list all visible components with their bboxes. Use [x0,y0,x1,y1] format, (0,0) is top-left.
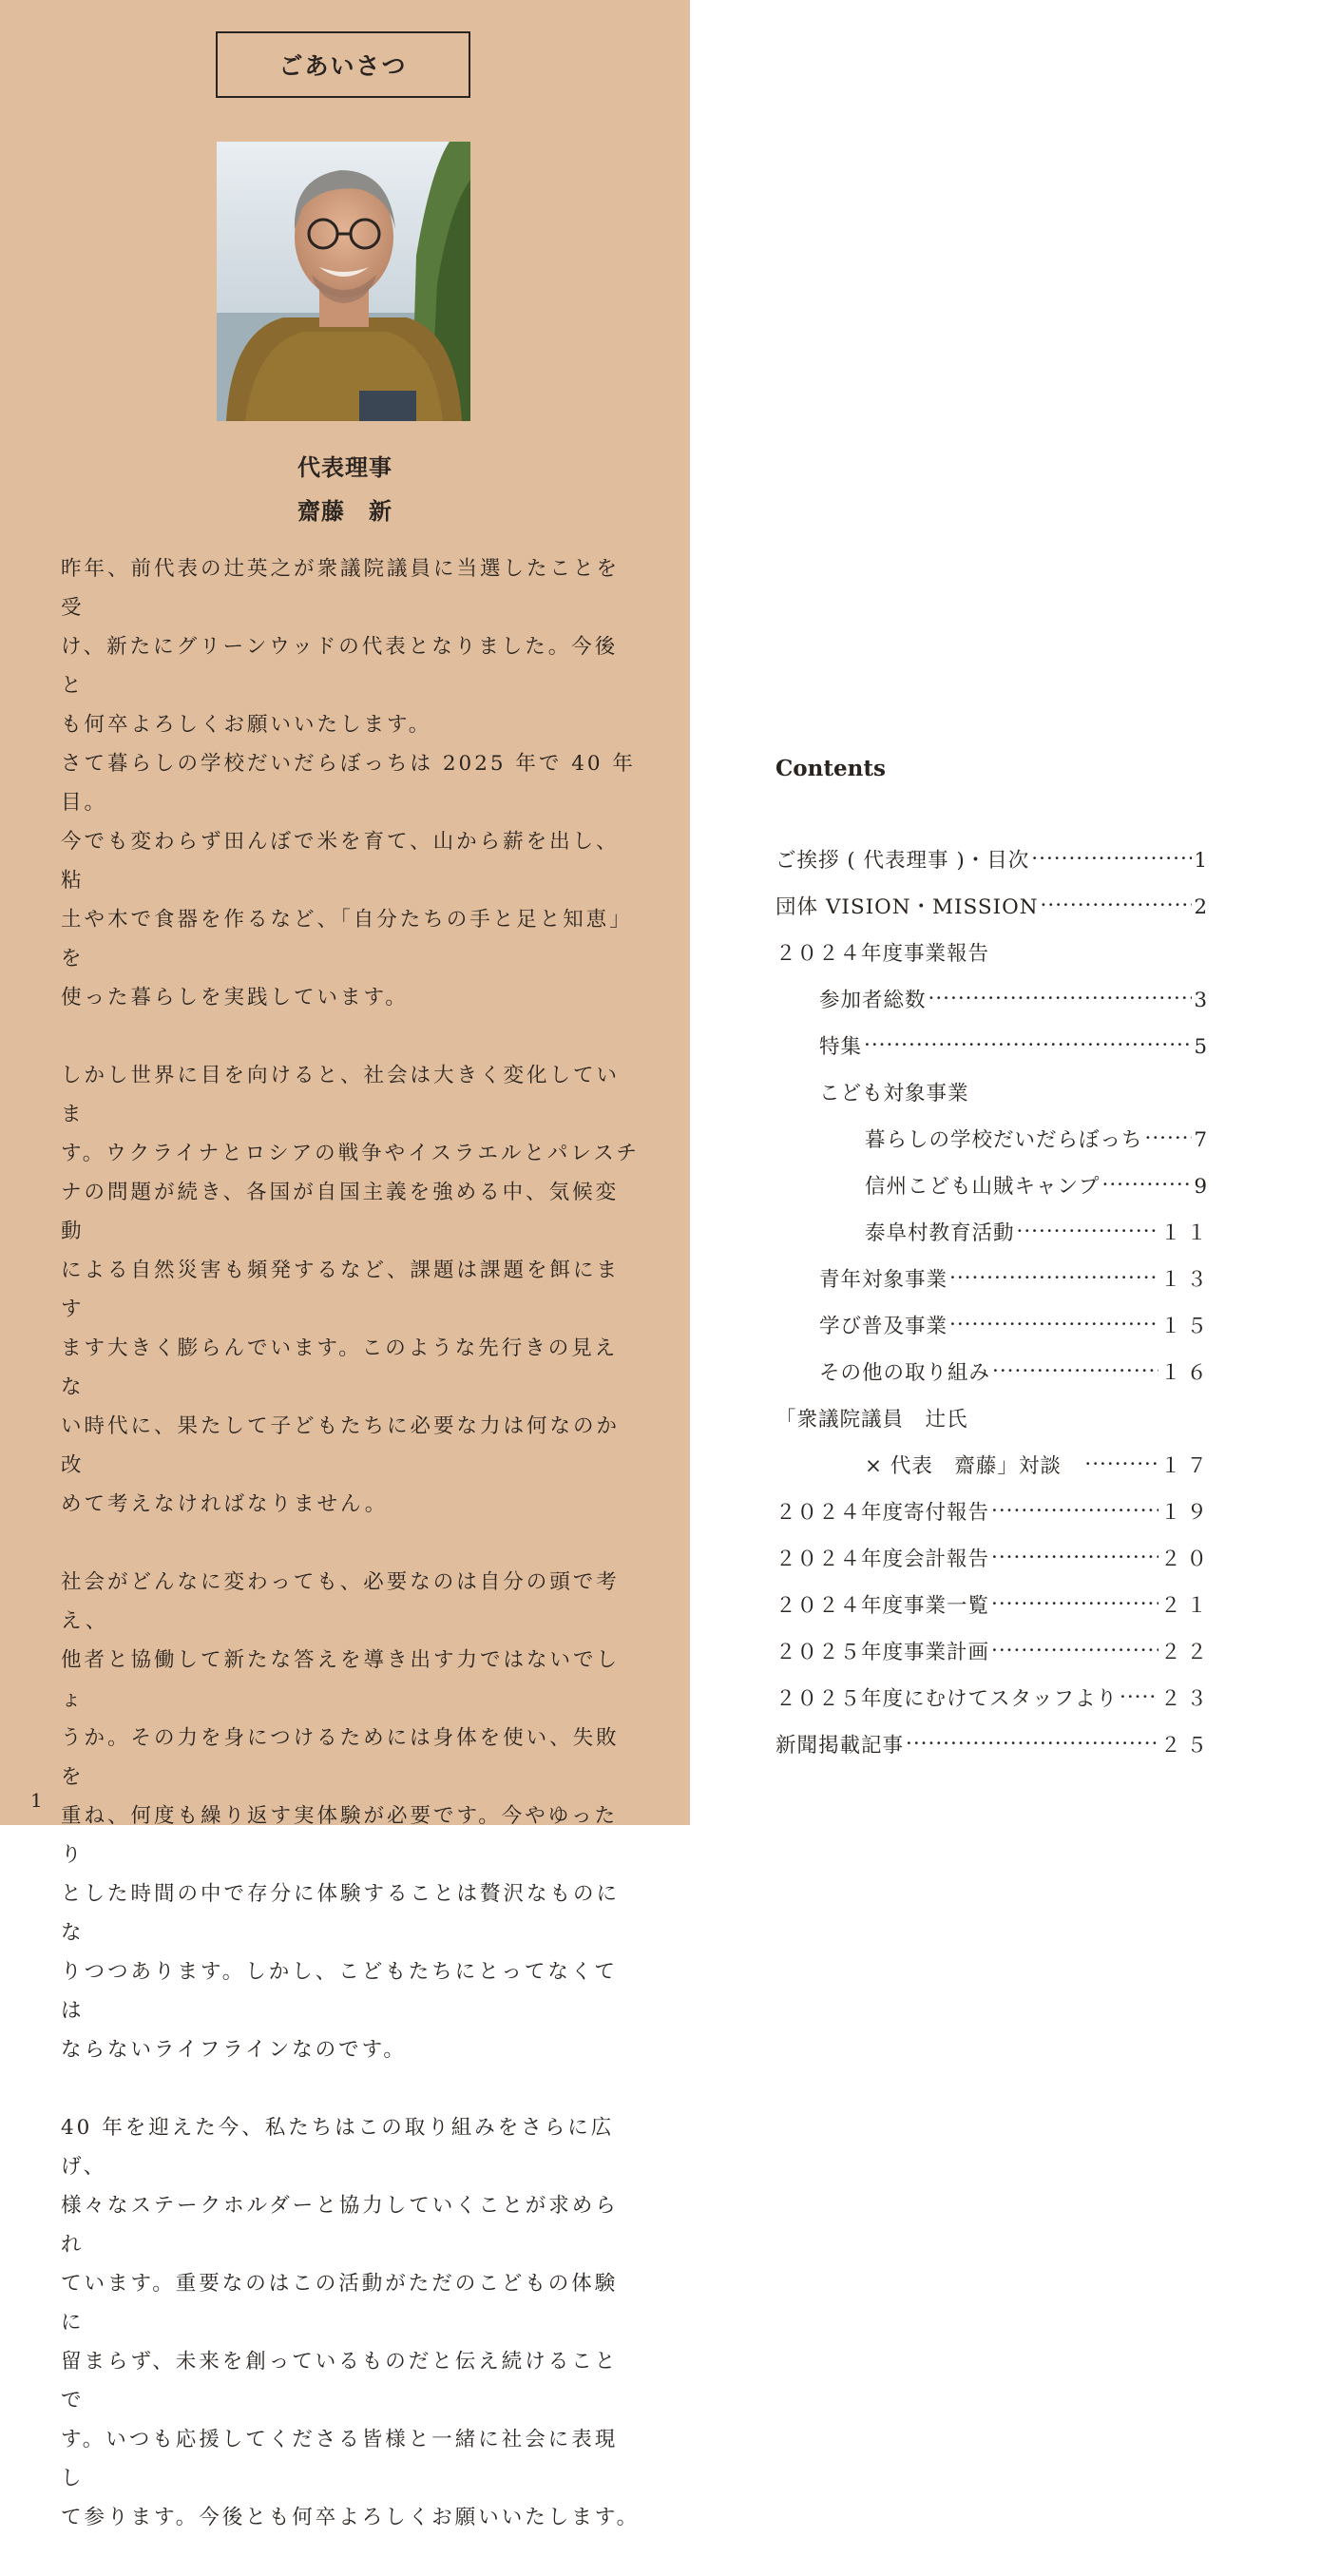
toc-entry-label: ２０２５年度事業計画 [775,1641,990,1664]
toc-leader-dots [991,1499,1158,1520]
toc-entry-label: 参加者総数 [819,989,927,1012]
toc-leader-dots [1017,1220,1158,1240]
toc-entry [775,1077,1213,1124]
toc-entry-label: 信州こども山賊キャンプ [865,1175,1101,1199]
toc-entry [775,1543,1213,1589]
toc-entry-page: ２５ [1159,1734,1213,1758]
toc-entry [775,1030,1213,1077]
toc-entry-page: １９ [1159,1501,1213,1525]
toc-leader-dots [991,1592,1158,1613]
toc-leader-dots [1031,847,1192,868]
toc-entry-page: １６ [1159,1361,1213,1385]
toc-entry-page: 1 [1194,849,1213,873]
toc-leader-dots [1102,1173,1193,1194]
toc-entry-label: 「衆議院議員 辻氏 [775,1408,968,1432]
toc-entry [775,1217,1213,1263]
toc-entry [775,1170,1213,1217]
toc-entry-page: １３ [1159,1268,1213,1292]
toc-entry-page: １７ [1159,1454,1213,1478]
toc-entry [775,891,1213,937]
portrait-image [217,142,470,421]
greeting-paragraph: 昨年、前代表の辻英之が衆議院議員に当選したことを受 け、新たにグリーンウッドの代表となりました。今後と も何卒よろしくお願いいたします。 さて暮らしの学校だいだらぼっちは 2025 年で 40 年目。 今でも変わらず田んぼで米を育て、山から薪を出し、粘 土や木で食器を作るなど、「自分たちの手と足と知恵」を 使った暮らしを実践しています。 [61,557,636,1009]
toc-entry-label: ２０２５年度にむけてスタッフより [775,1687,1119,1711]
toc-entry [775,1450,1213,1496]
greeting-paragraph: 社会がどんなに変わっても、必要なのは自分の頭で考え、 他者と協働して新たな答えを導き出す力ではないでしょ うか。その力を身につけるためには身体を使い、失敗を 重ね、何度も繰り返す実体験が必要です。今やゆったり とした時間の中で存分に体験することは贅沢なものにな りつつあります。しかし、こどもたちにとってなくては ならないライフラインなのです。 [61,1570,621,2062]
toc-entry-label: 青年対象事業 [819,1268,948,1292]
toc-entry-label: ２０２４年度事業一覧 [775,1594,990,1618]
greeting-paragraph: しかし世界に目を向けると、社会は大きく変化していま す。ウクライナとロシアの戦争やイスラエルとパレスチ ナの問題が続き、各国が自国主義を強める中、気候変動 による自然災害も頻発するなど、課題は課題を餌にます ます大きく膨らんでいます。このような先行きの見えな い時代に、果たして子どもたちに必要な力は何なのか改 めて考えなければなりません。 [61,1064,640,1516]
toc-leader-dots [992,1359,1158,1380]
representative-photo [217,142,470,421]
toc-entry-page: ２２ [1159,1641,1213,1664]
toc-leader-dots [1041,894,1193,914]
greeting-paragraph: 40 年を迎えた今、私たちはこの取り組みをさらに広げ、 様々なステークホルダーと協力していくことが求められ ています。重要なのはこの活動がただのこどもの体験に 留まらず、未来を創っているものだと伝え続けることで す。いつも応援してくださる皆様と一緒に社会に表現し て参ります。今後とも何卒よろしくお願いいたします。 [61,2116,641,2529]
toc-entry-label: ご挨拶 ( 代表理事 )・目次 [775,849,1030,873]
toc-leader-dots [949,1266,1158,1287]
toc-leader-dots [929,987,1193,1008]
toc-entry-page: １１ [1159,1221,1213,1245]
toc-entry [775,1124,1213,1170]
toc-leader-dots [906,1732,1158,1753]
toc-entry-page: １５ [1159,1315,1213,1338]
toc-entry-label: 団体 VISION・MISSION [775,895,1039,919]
toc-entry-label: × 代表 齋藤」対談 [865,1454,1083,1478]
toc-entry-label: 暮らしの学校だいだらぼっち [865,1128,1143,1152]
toc-leader-dots [1145,1126,1193,1147]
toc-entry [775,937,1213,984]
toc-leader-dots [949,1313,1158,1334]
toc-entry-page: 2 [1194,895,1213,919]
greeting-body [61,549,641,2576]
toc-leader-dots [1084,1452,1158,1473]
table-of-contents [775,844,1213,1776]
representative-name: 齋藤 新 [297,497,392,525]
toc-entry-label: こども対象事業 [819,1082,969,1105]
toc-entry [775,1496,1213,1543]
toc-entry-page: 7 [1194,1128,1213,1152]
toc-entry [775,1403,1213,1450]
toc-entry-label: ２０２４年度事業報告 [775,942,990,966]
toc-entry-label: 特集 [819,1035,863,1059]
toc-entry [775,1589,1213,1636]
toc-entry [775,1682,1213,1729]
toc-entry [775,844,1213,891]
toc-entry-label: 新聞掲載記事 [775,1734,905,1758]
toc-leader-dots [991,1546,1158,1567]
page-number: 1 [30,1789,43,1812]
toc-entry [775,1263,1213,1310]
toc-entry-page: ２１ [1159,1594,1213,1618]
toc-entry [775,1636,1213,1682]
toc-entry-label: ２０２４年度会計報告 [775,1548,990,1571]
toc-leader-dots [991,1639,1158,1660]
toc-entry-label: その他の取り組み [819,1361,991,1385]
greeting-title: ごあいさつ [216,31,470,98]
toc-entry-page: ２０ [1159,1548,1213,1571]
toc-entry [775,1310,1213,1356]
toc-entry-label: 学び普及事業 [819,1315,948,1338]
toc-entry-page: ２３ [1159,1687,1213,1711]
toc-leader-dots [864,1033,1192,1054]
representative-role: 代表理事 [297,453,392,481]
toc-entry [775,984,1213,1030]
toc-entry-page: 3 [1194,989,1213,1012]
toc-entry [775,1729,1213,1776]
toc-entry-label: ２０２４年度寄付報告 [775,1501,990,1525]
toc-entry-label: 泰阜村教育活動 [865,1221,1015,1245]
toc-entry-page: 9 [1194,1175,1213,1199]
toc-entry [775,1356,1213,1403]
contents-heading: Contents [775,756,886,781]
toc-leader-dots [1120,1685,1158,1706]
toc-entry-page: 5 [1194,1035,1213,1059]
